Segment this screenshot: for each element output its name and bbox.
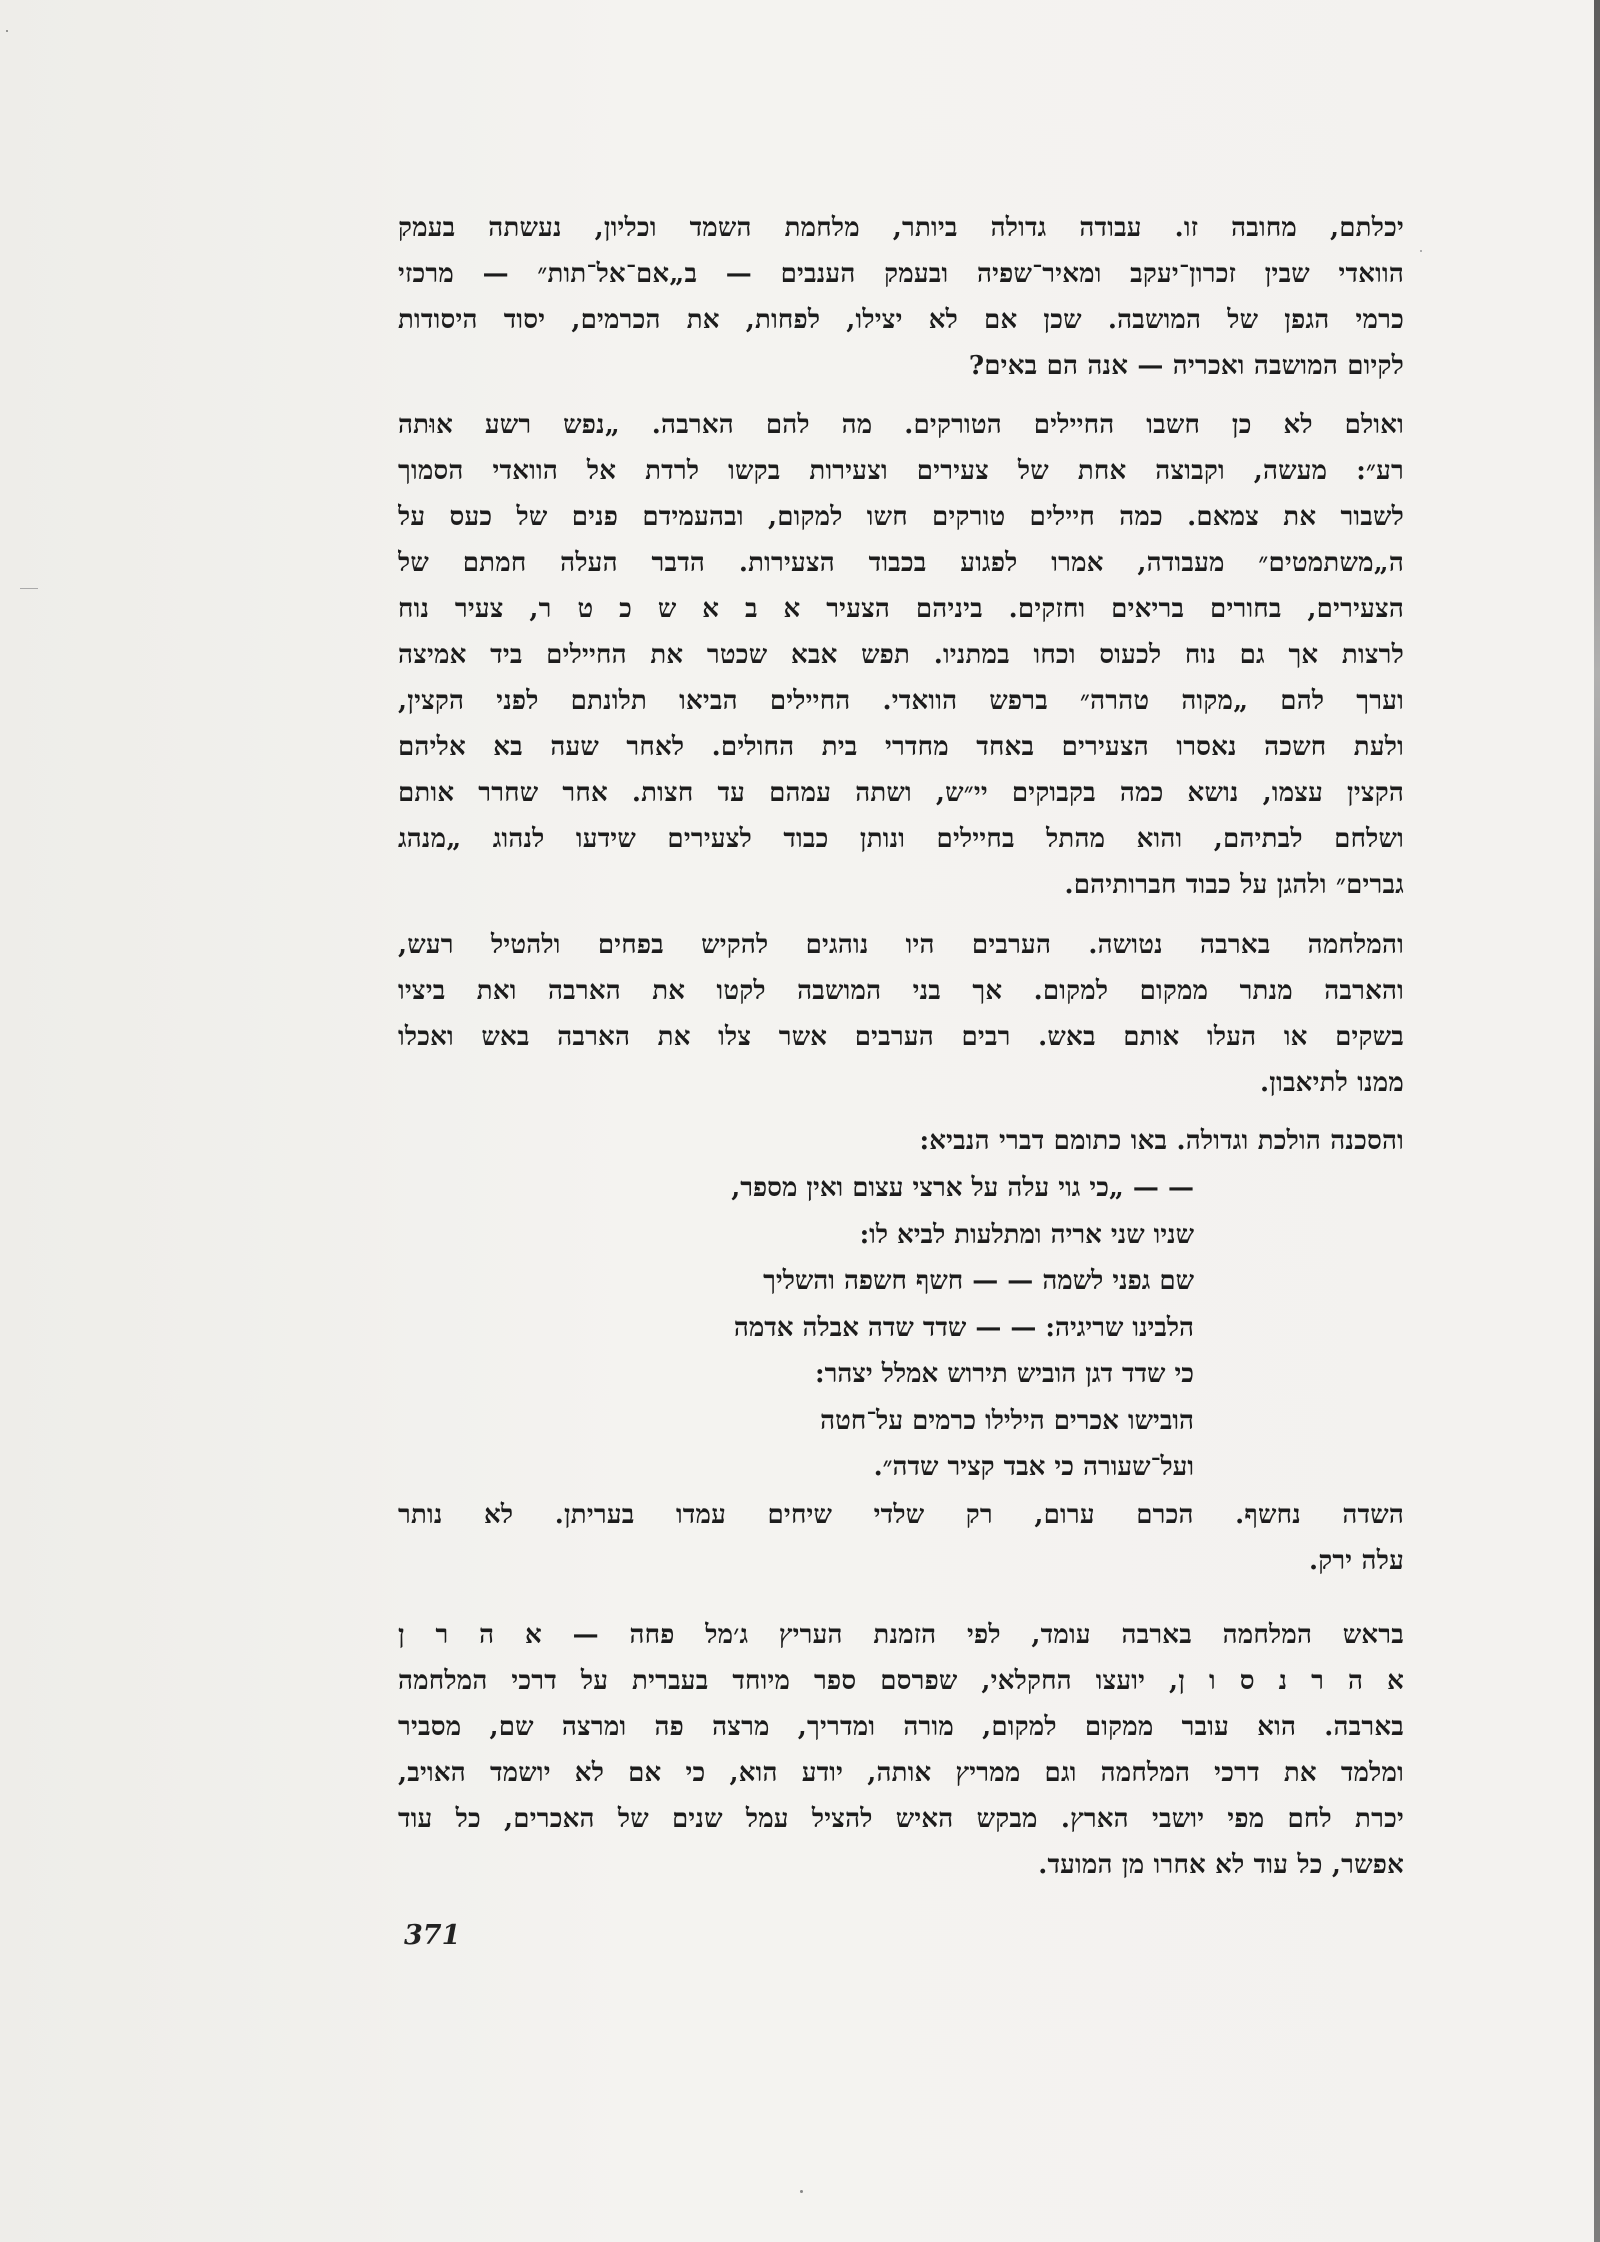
text-line: ולעת חשכה נאסרו הצעירים באחד מחדרי בית החולים. לאחר שעה בא אליהם: [398, 732, 1404, 762]
text-line: והמלחמה בארבה נטושה. הערבים היו נוהגים להקיש בפחים ולהטיל רעש,: [398, 930, 1404, 960]
text-line: עלה ירק.: [1308, 1546, 1404, 1576]
text-line: והסכנה הולכת וגדולה. באו כתומם דברי הנביא:: [919, 1126, 1404, 1156]
poem-line: הובישו אכרים הילילו כרמים על־חטה: [820, 1405, 1194, 1436]
poem-line: הלבינו שריגיה: — — שדד שדה אבלה אדמה: [733, 1312, 1194, 1343]
text-line: רע״: מעשה, וקבוצה אחת של צעירים וצעירות בקשו לרדת אל הוואדי הסמוך: [398, 456, 1404, 486]
text-line: הצעירים, בחורים בריאים וחזקים. ביניהם הצעיר א ב א ש כ ט ר, צעיר נוח: [398, 594, 1404, 624]
text-line: א ה ר נ ס ו ן, יועצו החקלאי, שפרסם ספר מיוחד בעברית על דרכי המלחמה: [398, 1666, 1404, 1696]
poem-line: ועל־שעורה כי אבד קציר שדה״.: [873, 1452, 1194, 1482]
scan-speck: [20, 588, 38, 589]
poem-line: כי שדד דגן הוביש תירוש אמלל יצהר:: [814, 1359, 1194, 1389]
paragraph-5: [398, 1492, 1404, 1584]
page-number: 371: [404, 1920, 461, 1951]
text-line: לשבור את צמאם. כמה חיילים טורקים חשו למקום, ובהעמידם פנים של כעס על: [398, 502, 1404, 532]
page-edge-shadow: [1594, 0, 1600, 2242]
prophet-quote-poem: [560, 1165, 1194, 1491]
text-line: יכלתם, מחובה זו. עבודה גדולה ביותר, מלחמת השמד וכליון, נעשתה בעמק: [398, 213, 1404, 243]
text-line: בראש המלחמה בארבה עומד, לפי הזמנת העריץ ג׳מל פחה — א ה ר ן: [398, 1620, 1404, 1650]
text-line: וערך להם „מקוה טהרה״ ברפש הוואדי. החיילים הביאו תלונתם לפני הקצין,: [398, 686, 1404, 716]
text-line: לרצות אך גם נוח לכעוס וכחו במתניו. תפש אבא שכטר את החיילים ביד אמיצה: [398, 640, 1404, 670]
text-line: ומלמד את דרכי המלחמה וגם ממריץ אותה, יודע הוא, כי אם לא יושמד האויב,: [398, 1758, 1404, 1788]
text-line: הקצין עצמו, נושא כמה בקבוקים יי״ש, ושתה עמהם עד חצות. אחר שחרר אותם: [398, 778, 1404, 808]
text-line: אפשר, כל עוד לא אחרו מן המועד.: [1038, 1850, 1404, 1880]
text-line: הוואדי שבין זכרון־יעקב ומאיר־שפיה ובעמק הענבים — ב„אם־אל־תות״ — מרכזי: [398, 259, 1404, 289]
scan-speck: [800, 2190, 803, 2193]
text-line: ה„משתמטים״ מעבודה, אמרו לפגוע בכבוד הצעירות. הדבר העלה חמתם של: [398, 548, 1404, 578]
text-line: יכרת לחם מפי יושבי הארץ. מבקש האיש להציל עמל שנים של האכרים, כל עוד: [398, 1804, 1404, 1834]
text-line: גברים״ ולהגן על כבוד חברותיהם.: [1064, 870, 1404, 900]
scan-speck: [6, 30, 8, 32]
text-line: בשקים או העלו אותם באש. רבים הערבים אשר צלו את הארבה באש ואכלו: [398, 1022, 1404, 1052]
poem-line: שניו שני אריה ומתלעות לביא לו:: [859, 1219, 1194, 1250]
text-line: לקיום המושבה ואכריה — אנה הם באים?: [968, 351, 1404, 381]
scan-speck: [1420, 250, 1422, 252]
text-line: ושלחם לבתיהם, והוא מהתל בחיילים ונותן כבוד לצעירים שידעו לנהוג „מנהג: [398, 824, 1404, 854]
text-line: ממנו לתיאבון.: [1260, 1068, 1404, 1098]
paragraph-6: [398, 1612, 1404, 1888]
text-line: ואולם לא כן חשבו החיילים הטורקים. מה להם הארבה. „נפש רשע אוּתה: [398, 410, 1404, 440]
paragraph-2: [398, 402, 1404, 908]
poem-line: — — „כי גוי עלה על ארצי עצום ואין מספר,: [731, 1173, 1194, 1203]
poem-intro: [398, 1118, 1404, 1164]
text-line: כרמי הגפן של המושבה. שכן אם לא יצילו, לפחות, את הכרמים, יסוד היסודות: [398, 305, 1404, 335]
paragraph-1: [398, 205, 1404, 389]
poem-line: שם גפני לשמה — — חשף חשפה והשליך: [763, 1266, 1194, 1296]
text-line: בארבה. הוא עובר ממקום למקום, מורה ומדריך, מרצה פה ומרצה שם, מסביר: [398, 1712, 1404, 1742]
paragraph-3: [398, 922, 1404, 1106]
text-line: והארבה מנתר ממקום למקום. אך בני המושבה לקטו את הארבה ואת ביציו: [398, 976, 1404, 1006]
text-line: השדה נחשף. הכרם ערום, רק שלדי שיחים עמדו בעריתן. לא נותר: [398, 1500, 1404, 1530]
